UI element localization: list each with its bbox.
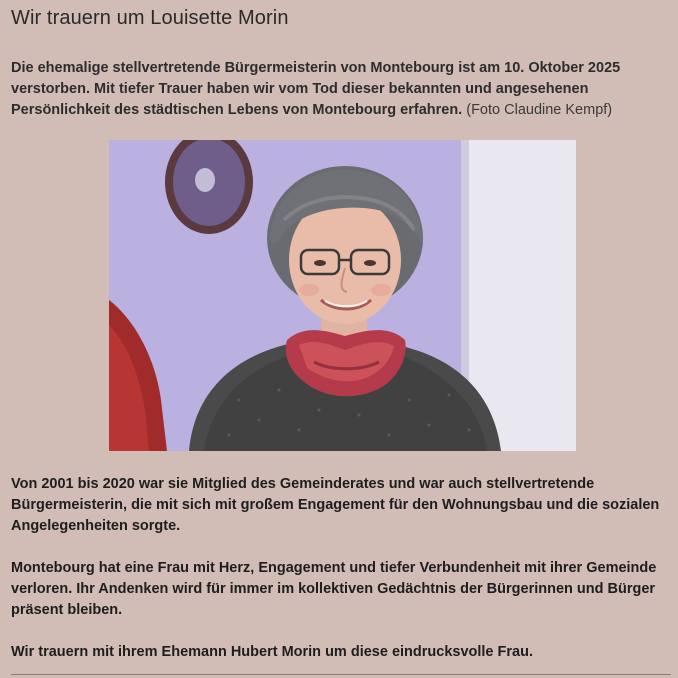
- article-paragraph-1: Von 2001 bis 2020 war sie Mitglied des Gemeinderates und war auch stellvertretende Bürgermeisterin, die mit sich mit großem Engagement für den Wohnungsbau und die sozialen Angelegenheiten sorgte.: [11, 476, 660, 534]
- article-paragraph-3: Wir trauern mit ihrem Ehemann Hubert Morin um diese eindrucksvolle Frau.: [11, 644, 533, 660]
- bottom-divider: [11, 674, 671, 675]
- article-lead: [11, 58, 671, 121]
- lead-text: Die ehemalige stellvertretende Bürgermeisterin von Montebourg ist am 10. Oktober 2025 verstorben. Mit tiefer Trauer haben wir vom Tod dieser bekannten und angesehenen Persönlichkeit des städtischen Lebens von Montebourg erfahren.: [11, 60, 621, 118]
- portrait-photo: [109, 140, 576, 451]
- portrait-illustration: [109, 140, 576, 451]
- article-paragraph-2: Montebourg hat eine Frau mit Herz, Engagement und tiefer Verbundenheit mit ihrer Gemeinde verloren. Ihr Andenken wird für immer im kollektiven Gedächtnis der Bürgerinnen und Bürger präsent bleiben.: [11, 560, 657, 618]
- article-title: Wir trauern um Louisette Morin: [11, 7, 289, 29]
- photo-credit: (Foto Claudine Kempf): [466, 102, 613, 118]
